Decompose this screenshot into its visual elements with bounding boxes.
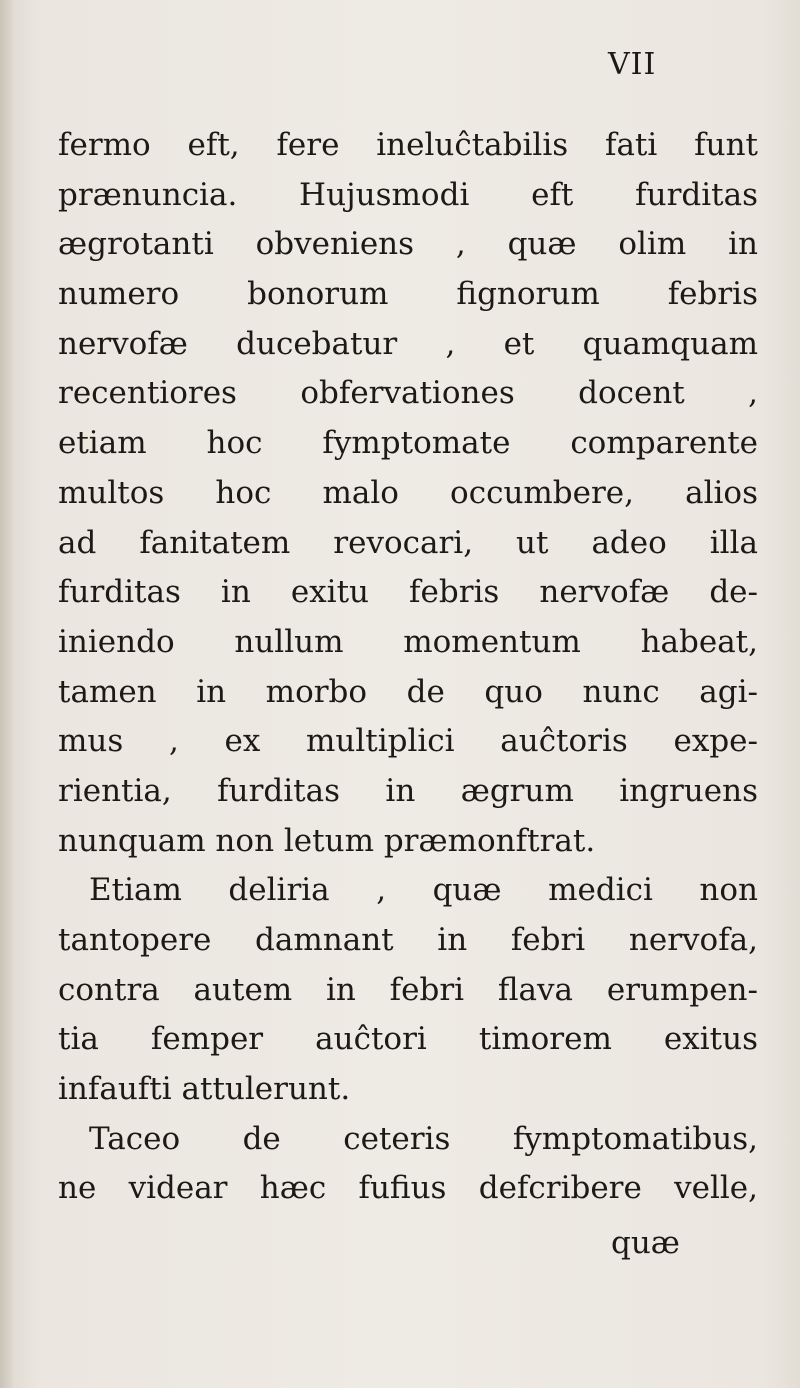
text-line: tia femper auĉtori timorem exitus (58, 1021, 758, 1058)
text-line: prænuncia. Hujusmodi eft furditas (58, 176, 758, 213)
text-line: iniendo nullum momentum habeat, (58, 623, 758, 660)
page-number: VII (608, 47, 657, 82)
text-line: recentiores obfervationes docent , (58, 375, 758, 412)
text-line: nervofæ ducebatur , et quamquam (58, 325, 758, 362)
text-line: rientia, furditas in ægrum ingruens (58, 772, 758, 809)
text-line: numero bonorum fignorum febris (58, 276, 758, 313)
text-line: infaufti attulerunt. (58, 1071, 351, 1108)
text-line: Etiam deliria , quæ medici non (89, 872, 758, 909)
text-line: nunquam non letum præmonftrat. (58, 822, 596, 859)
text-line: mus , ex multiplici auĉtoris expe- (58, 723, 758, 760)
text-line: ad fanitatem revocari, ut adeo illa (58, 524, 758, 561)
text-line: ægrotanti obveniens , quæ olim in (58, 226, 758, 263)
catchword: quæ (611, 1225, 680, 1261)
text-line: etiam hoc fymptomate comparente (58, 425, 758, 462)
text-line: multos hoc malo occumbere, alios (58, 474, 758, 511)
text-line: fermo eft, fere ineluĉtabilis fati funt (58, 127, 758, 163)
text-line: tantopere damnant in febri nervofa, (58, 922, 758, 958)
text-line: furditas in exitu febris nervofæ de- (58, 574, 758, 611)
body-text (58, 121, 758, 1214)
page-gutter-shadow (0, 0, 14, 1388)
text-line: ne videar hæc fufius defcribere velle, (58, 1170, 758, 1207)
text-line: Taceo de ceteris fymptomatibus, (89, 1120, 758, 1157)
text-line: contra autem in febri flava erumpen- (58, 971, 758, 1008)
text-line: tamen in morbo de quo nunc agi- (58, 673, 758, 710)
